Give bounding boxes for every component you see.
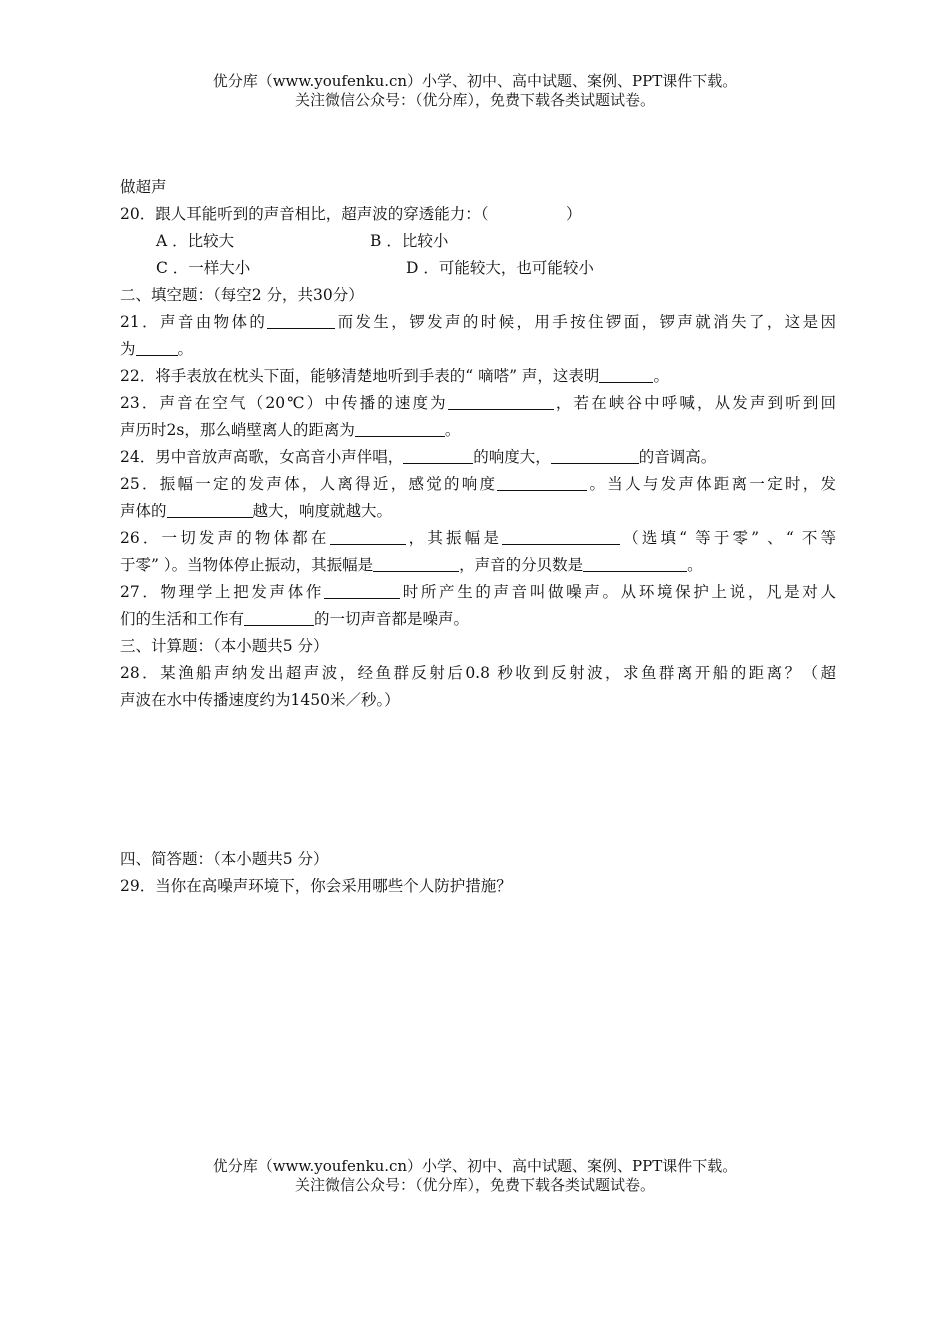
page-footer xyxy=(0,1157,950,1195)
q27-line-2 xyxy=(120,606,836,633)
q24-text: 24．男中音放声高歌，女高音小声伴唱， xyxy=(120,448,404,466)
q26-line-2 xyxy=(120,552,836,579)
q22 xyxy=(120,363,836,390)
q26-text: 于零” ）。当物体停止振动，其振幅是 xyxy=(120,556,374,574)
q21-line-2 xyxy=(120,336,836,363)
q20-option-d: D ．可能较大，也可能较小 xyxy=(406,259,594,277)
q22-text: 22．将手表放在枕头下面，能够清楚地听到手表的“ 嘀嗒” 声，这表明 xyxy=(120,367,600,385)
header-line-1: 优分库（www.youfenku.cn）小学、初中、高中试题、案例、PPT课件下载。 xyxy=(212,72,738,90)
q28-line-2: 声波在水中传播速度约为1450米／秒。） xyxy=(120,691,400,709)
q25-line-1 xyxy=(120,471,836,498)
q28-line-1: 28．某渔船声纳发出超声波，经鱼群反射后0.8 秒收到反射波，求鱼群离开船的距离？（超 xyxy=(120,664,836,682)
answer-blank[interactable] xyxy=(355,419,445,437)
answer-blank[interactable] xyxy=(583,554,687,572)
q26-text: 26．一切发声的物体都在 xyxy=(120,529,330,547)
q20-option-c: C ．一样大小 xyxy=(156,259,251,277)
q23-text: 声历时2s，那么峭壁离人的距离为 xyxy=(120,421,355,439)
answer-blank[interactable] xyxy=(551,446,639,464)
q21-text: 。 xyxy=(177,340,194,358)
q25-text: 25．振幅一定的发声体，人离得近，感觉的响度 xyxy=(120,475,498,493)
q23-text: 23．声音在空气（20℃）中传播的速度为 xyxy=(120,394,448,412)
q21-text: 21．声音由物体的 xyxy=(120,313,268,331)
q23-line-2 xyxy=(120,417,836,444)
q21-line-1 xyxy=(120,309,836,336)
q27-line-1 xyxy=(120,579,836,606)
answer-blank[interactable] xyxy=(497,473,587,491)
answer-blank[interactable] xyxy=(324,581,400,599)
q29: 29．当你在高噪声环境下，你会采用哪些个人防护措施？ xyxy=(120,877,512,895)
q20-options-row-2 xyxy=(120,255,836,282)
q22-text: 。 xyxy=(653,367,669,385)
header-line-2: 关注微信公众号：（优分库），免费下载各类试题试卷。 xyxy=(294,91,655,109)
answer-blank[interactable] xyxy=(599,365,653,383)
q27-text: 时所产生的声音叫做噪声。从环境保护上说，凡是对人 xyxy=(400,583,836,601)
q23-line-1 xyxy=(120,390,836,417)
q25-line-2 xyxy=(120,498,836,525)
q27-text: 27．物理学上把发声体作 xyxy=(120,583,325,601)
answer-blank[interactable] xyxy=(373,554,459,572)
q25-text: 。当人与发声体距离一定时，发 xyxy=(587,475,836,493)
q26-text: 。 xyxy=(687,556,703,574)
q19-tail: 做超声 xyxy=(120,178,167,196)
q24-text: 的响度大， xyxy=(473,448,551,466)
answer-blank[interactable] xyxy=(167,500,253,518)
q23-text: 。 xyxy=(444,421,461,439)
answer-space-q28[interactable] xyxy=(120,714,836,846)
answer-blank[interactable] xyxy=(448,392,554,410)
answer-blank[interactable] xyxy=(330,527,406,545)
section-4-title: 四、简答题：（本小题共5 分） xyxy=(120,850,329,868)
answer-blank[interactable] xyxy=(244,608,314,626)
answer-blank[interactable] xyxy=(267,311,335,329)
q23-text: ，若在峡谷中呼喊，从发声到听到回 xyxy=(553,394,836,412)
q27-text: 的一切声音都是噪声。 xyxy=(314,610,470,628)
q20-option-b: B ．比较小 xyxy=(370,232,449,250)
q25-text: 声体的 xyxy=(120,502,167,520)
q26-line-1 xyxy=(120,525,836,552)
section-2-title: 二、填空题：（每空2 分，共30分） xyxy=(120,286,364,304)
footer-line-1: 优分库（www.youfenku.cn）小学、初中、高中试题、案例、PPT课件下载。 xyxy=(212,1157,738,1175)
q26-text: ，其振幅是 xyxy=(405,529,502,547)
q20-stem: 20．跟人耳能听到的声音相比，超声波的穿透能力：（ ） xyxy=(120,205,582,223)
q20-options-row-1 xyxy=(120,228,836,255)
answer-blank[interactable] xyxy=(136,338,178,356)
q24 xyxy=(120,444,836,471)
page-header xyxy=(0,72,950,110)
q20-option-a: A ．比较大 xyxy=(156,232,235,250)
footer-line-2: 关注微信公众号：（优分库），免费下载各类试题试卷。 xyxy=(294,1176,655,1194)
q21-text: 而发生，锣发声的时候，用手按住锣面，锣声就消失了，这是因 xyxy=(335,313,836,331)
q27-text: 们的生活和工作有 xyxy=(120,610,245,628)
exam-content xyxy=(120,174,836,900)
answer-blank[interactable] xyxy=(502,527,620,545)
q24-text: 的音调高。 xyxy=(638,448,717,466)
q25-text: 越大，响度就越大。 xyxy=(252,502,393,520)
answer-blank[interactable] xyxy=(403,446,473,464)
q26-text: （选填“ 等于零” 、“ 不等 xyxy=(620,529,836,547)
section-3-title: 三、计算题：（本小题共5 分） xyxy=(120,637,329,655)
q26-text: ，声音的分贝数是 xyxy=(459,556,584,574)
q21-text: 为 xyxy=(120,340,136,358)
